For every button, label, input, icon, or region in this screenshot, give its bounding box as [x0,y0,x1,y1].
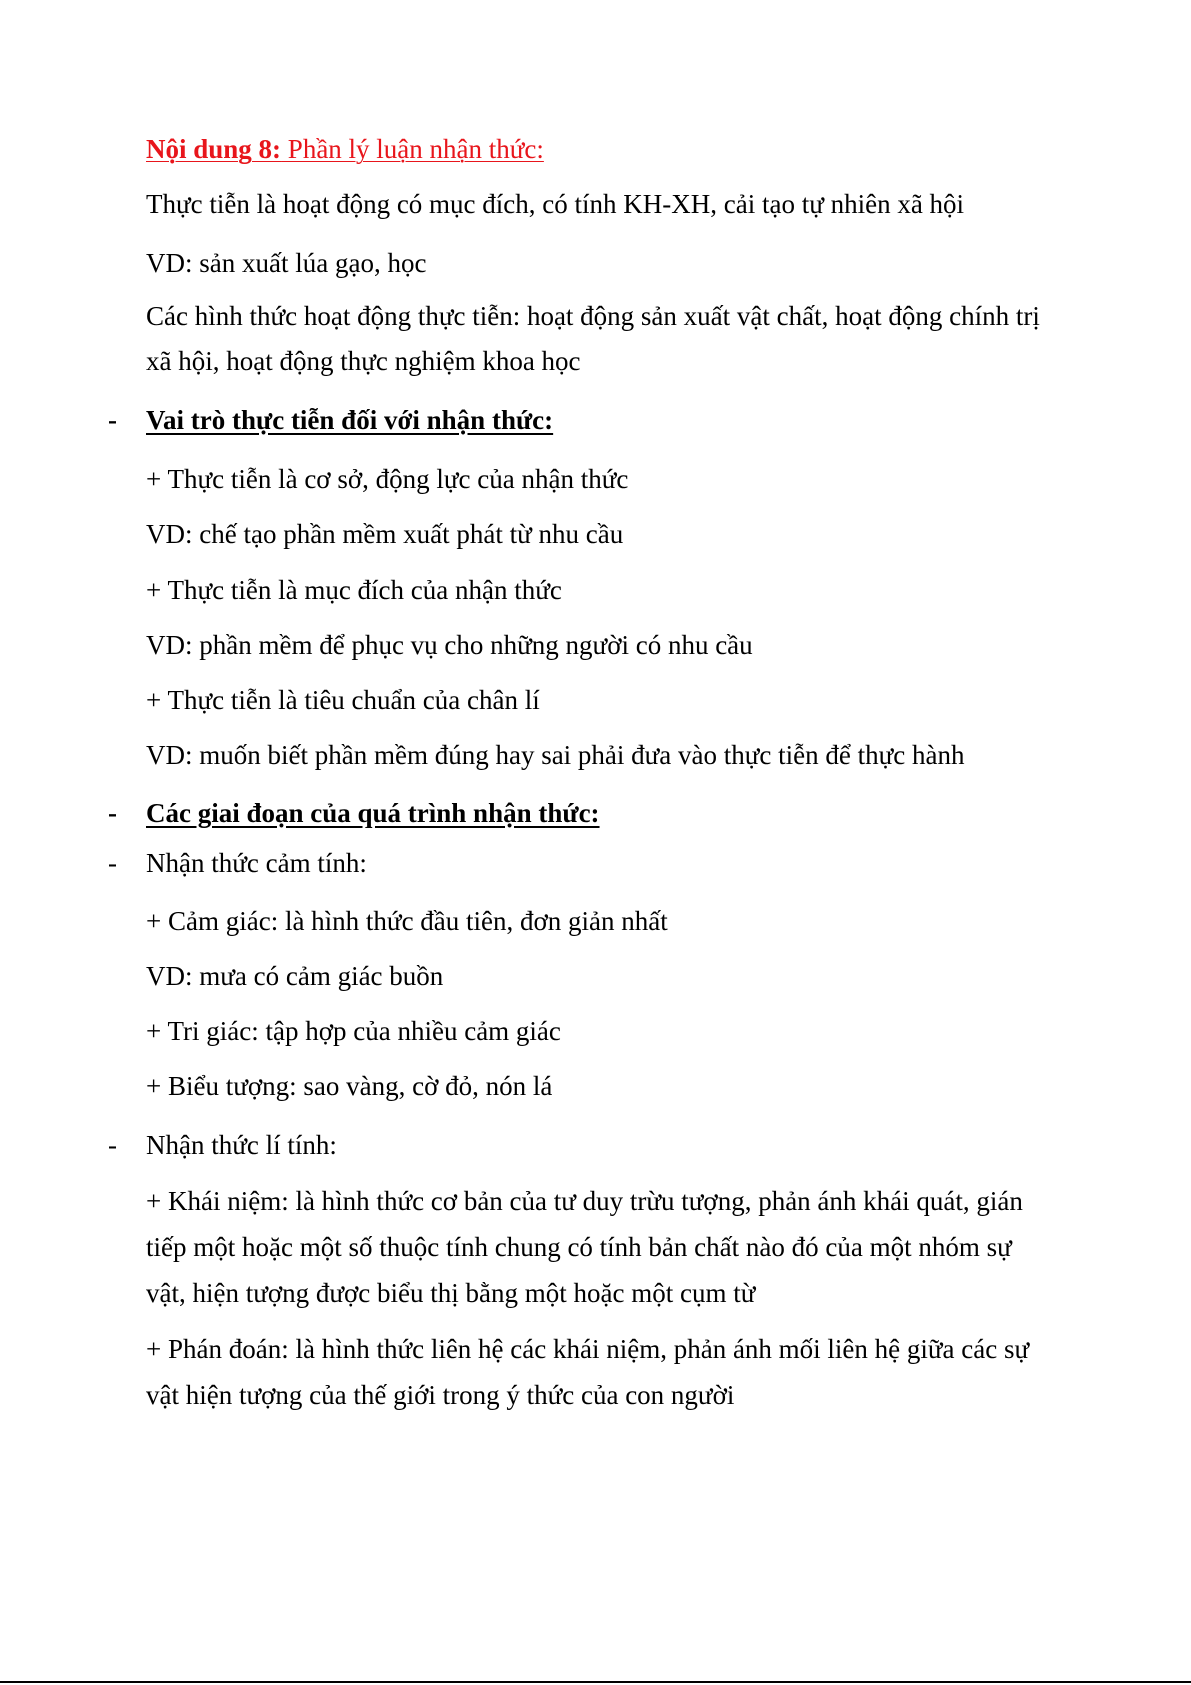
section1-item: VD: phần mềm để phục vụ cho những người có nhu cầu [146,630,753,660]
paragraph-forms: Các hình thức hoạt động thực tiễn: hoạt động sản xuất vật chất, hoạt động chính trị xã hội, hoạt động thực nghiệm khoa học [146,301,1040,376]
sub2-concept: + Khái niệm: là hình thức cơ bản của tư duy trừu tượng, phản ánh khái quát, gián tiếp một hoặc một số thuộc tính chung có tính bản chất nào đó của một nhóm sự vật, hiện tượng được biểu thị bằng một hoặc một cụm từ [146,1186,1023,1308]
sub1-label: Nhận thức cảm tính: [146,848,367,878]
section2-heading: Các giai đoạn của quá trình nhận thức: [146,798,600,828]
section1-item: + Thực tiễn là cơ sở, động lực của nhận thức [146,464,629,494]
sub2-judgment: + Phán đoán: là hình thức liên hệ các khái niệm, phản ánh mối liên hệ giữa các sự vật hiện tượng của thế giới trong ý thức của con người [146,1334,1030,1410]
paragraph-example: VD: sản xuất lúa gạo, học [146,248,427,278]
section1-item: VD: chế tạo phần mềm xuất phát từ nhu cầu [146,519,624,549]
sub1-item: + Biểu tượng: sao vàng, cờ đỏ, nón lá [146,1071,553,1101]
content-title [146,125,544,173]
section1-dash: - [108,405,117,435]
sub1-item: VD: mưa có cảm giác buồn [146,961,444,991]
content-title-text: Phần lý luận nhận thức: [281,134,544,164]
section1-item: + Thực tiễn là mục đích của nhận thức [146,575,562,605]
sub1-dash: - [108,848,117,878]
paragraph-definition: Thực tiễn là hoạt động có mục đích, có tính KH-XH, cải tạo tự nhiên xã hội [146,189,965,219]
sub1-item: + Tri giác: tập hợp của nhiều cảm giác [146,1016,561,1046]
section1-item: VD: muốn biết phần mềm đúng hay sai phải đưa vào thực tiễn để thực hành [146,740,965,770]
sub2-dash: - [108,1130,117,1160]
content-title-number: Nội dung 8: [146,134,282,164]
sub1-item: + Cảm giác: là hình thức đầu tiên, đơn giản nhất [146,906,668,936]
sub2-label: Nhận thức lí tính: [146,1130,337,1160]
page-bottom-rule [0,1681,1191,1683]
section1-item: + Thực tiễn là tiêu chuẩn của chân lí [146,685,540,715]
section1-heading: Vai trò thực tiễn đối với nhận thức: [146,405,554,435]
section2-dash: - [108,798,117,828]
